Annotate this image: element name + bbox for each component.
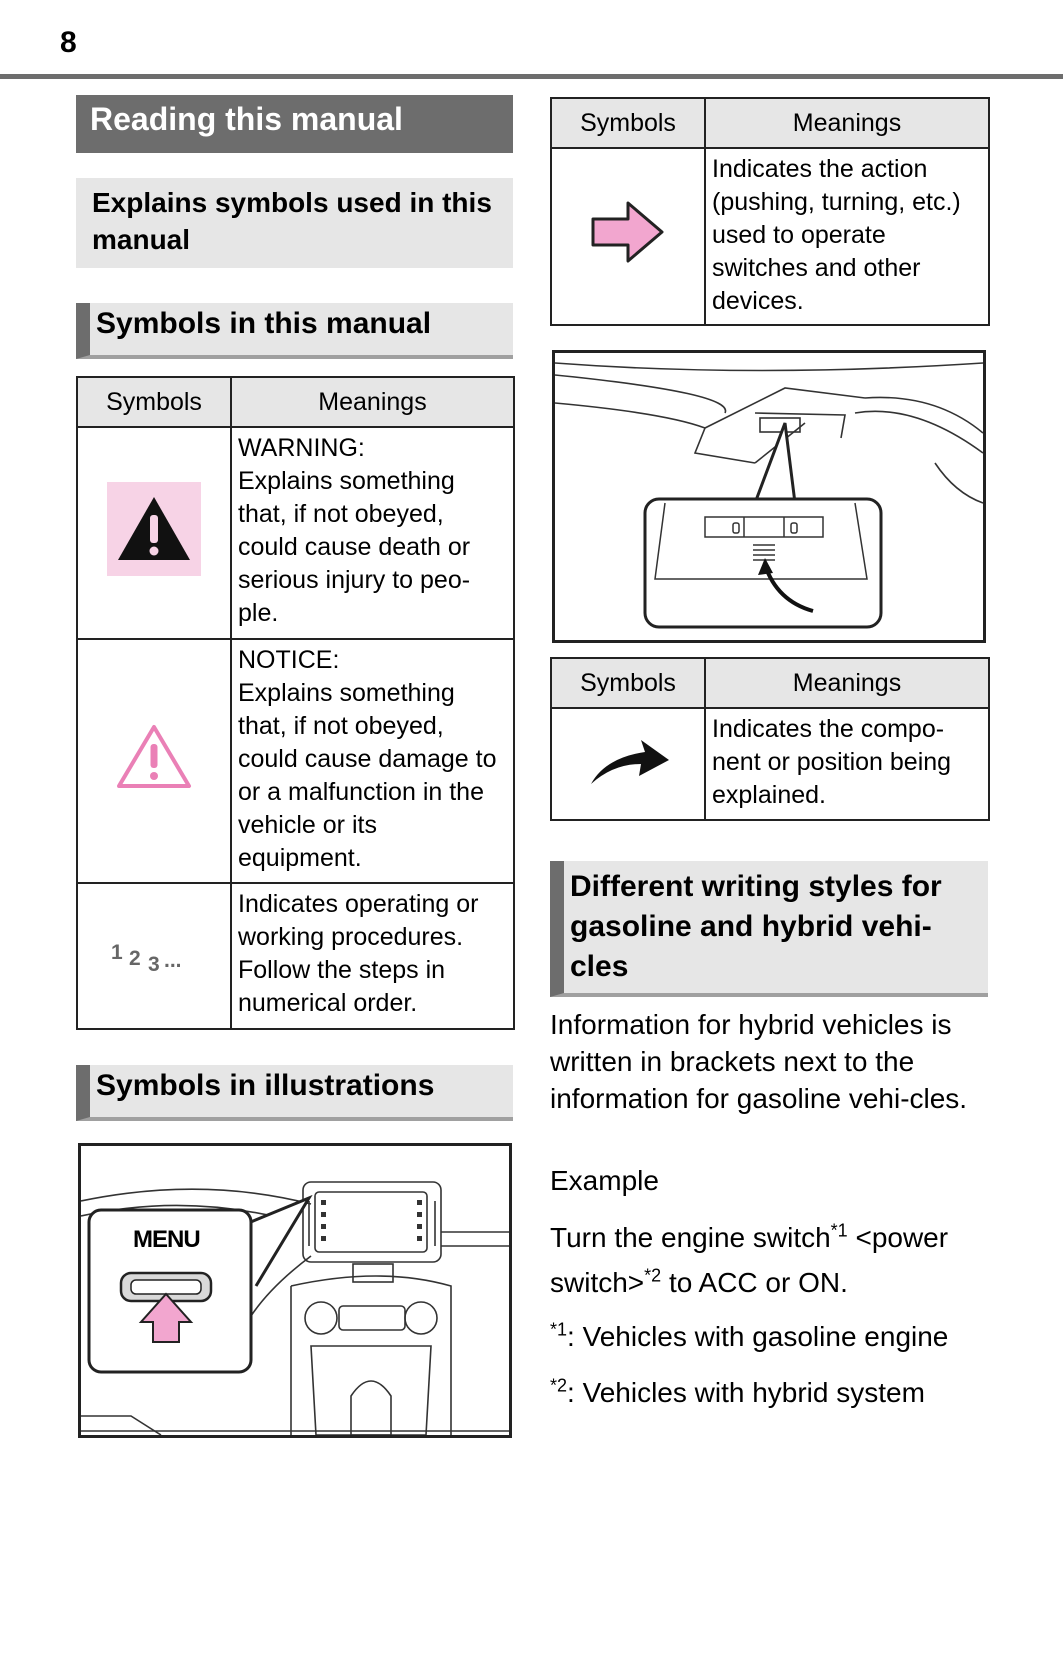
col-header-symbols: Symbols	[551, 98, 705, 148]
step-number: 2	[129, 947, 141, 970]
step-ellipsis: ...	[164, 949, 182, 972]
col-header-meanings: Meanings	[231, 377, 514, 427]
action-symbol-table	[550, 97, 990, 326]
ceiling-light-illustration	[552, 350, 986, 643]
symbol-cell	[77, 883, 231, 1029]
example-label: Example	[550, 1165, 659, 1196]
symbol-cell	[551, 708, 705, 820]
symbol-cell	[77, 639, 231, 883]
black-curved-arrow-icon	[583, 730, 673, 790]
col-header-meanings: Meanings	[705, 658, 989, 708]
dashboard-illustration	[78, 1143, 512, 1438]
section-heading-symbols-manual: Symbols in this manual	[76, 303, 513, 359]
section-heading-writing-styles: Different writing styles for gasoline and hybrid vehi-cles	[550, 861, 988, 997]
pink-action-arrow-icon	[588, 199, 668, 265]
writing-styles-paragraph: Information for hybrid vehicles is written in brackets next to the information for gasoline vehi-cles.	[550, 1009, 968, 1114]
col-header-symbols: Symbols	[551, 658, 705, 708]
meaning-cell	[231, 427, 514, 639]
numbered-steps-icon	[78, 936, 230, 976]
page-number: 8	[60, 26, 77, 59]
menu-label: MENU	[133, 1226, 200, 1253]
section-heading-symbols-illustrations: Symbols in illustrations	[76, 1065, 513, 1121]
symbol-cell	[77, 427, 231, 639]
footnote-marker: *2	[644, 1265, 662, 1286]
warning-text: Explains something that, if not obeyed, could cause death or serious injury to peo-ple.	[238, 467, 471, 627]
footnote-marker: *2	[550, 1375, 568, 1396]
example-text: <power switch>	[550, 1222, 949, 1298]
footnote-text: : Vehicles with hybrid system	[567, 1377, 925, 1408]
top-divider	[0, 74, 1063, 79]
footnote-marker: *1	[550, 1319, 568, 1340]
ceiling-drawing	[555, 353, 983, 640]
meaning-cell: Indicates the action (pushing, turning, etc.) used to operate switches and other devices.	[705, 148, 989, 325]
footnote-1	[550, 1318, 1000, 1355]
col-header-symbols: Symbols	[77, 377, 231, 427]
warning-label: WARNING:	[238, 434, 365, 462]
example-text: to ACC or ON.	[661, 1267, 848, 1298]
meaning-cell: Indicates operating or working procedures. Follow the steps in numerical order.	[231, 883, 514, 1029]
warning-triangle-icon	[107, 482, 201, 576]
notice-triangle-icon	[114, 722, 194, 792]
example-sentence	[550, 1215, 990, 1305]
notice-label: NOTICE:	[238, 646, 340, 674]
meaning-cell	[231, 639, 514, 883]
notice-text: Explains something that, if not obeyed, could cause damage to or a malfunction in the vehicle or its equipment.	[238, 679, 497, 872]
step-number: 1	[111, 941, 123, 964]
dashboard-drawing	[81, 1146, 509, 1435]
footnote-marker: *1	[830, 1220, 848, 1241]
footnote-2	[550, 1374, 1000, 1411]
main-title: Reading this manual	[76, 95, 513, 153]
symbol-cell	[551, 148, 705, 325]
footnote-text: : Vehicles with gasoline engine	[567, 1321, 949, 1352]
subtitle: Explains symbols used in this manual	[76, 178, 513, 268]
component-symbol-table	[550, 657, 990, 821]
meaning-cell: Indicates the compo-nent or position being explained.	[705, 708, 989, 820]
symbols-manual-table	[76, 376, 515, 1030]
col-header-meanings: Meanings	[705, 98, 989, 148]
step-number: 3	[148, 953, 160, 976]
example-text: Turn the engine switch	[550, 1222, 831, 1253]
